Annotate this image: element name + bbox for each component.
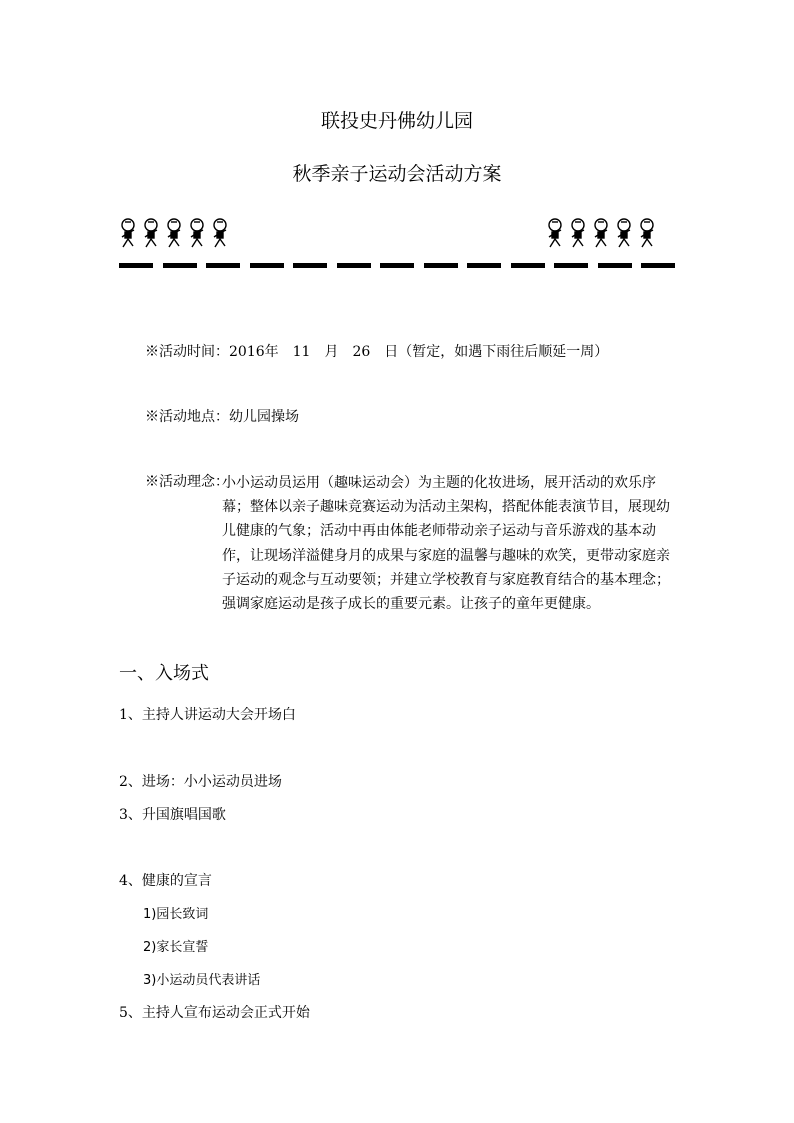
activity-philosophy-text: 小小运动员运用（趣味运动会）为主题的化妆进场，展开活动的欢乐序幕；整体以亲子趣味竞赛运动为活动主架构，搭配体能表演节目，展现幼儿健康的气象；活动中再由体能老师带动亲子运动与音乐游戏的基本动作，让现场洋溢健身月的成果与家庭的温馨与趣味的欢笑，更带动家庭亲子运动的观念与互动要领；并建立学校教育与家庭教育结合的基本理念；强调家庭运动是孩子成长的重要元素。让孩子的童年更健康。 bbox=[222, 475, 670, 613]
school-name: 联投史丹佛幼儿园 bbox=[320, 110, 473, 132]
section-heading: 一、入场式 bbox=[119, 663, 209, 684]
sub-list-item: 2)家长宣誓 bbox=[143, 940, 209, 955]
list-item: 5、主持人宣布运动会正式开始 bbox=[119, 1005, 310, 1021]
sub-list-item: 3)小运动员代表讲话 bbox=[143, 973, 261, 988]
activity-time: ※活动时间：2016年 11 月 26 日（暂定，如遇下雨往后顺延一周） bbox=[145, 344, 609, 360]
list-item: 2、进场：小小运动员进场 bbox=[119, 774, 282, 790]
running-children-icon bbox=[541, 216, 671, 252]
dashed-divider bbox=[119, 263, 675, 269]
plan-title: 秋季亲子运动会活动方案 bbox=[292, 163, 502, 185]
running-children-icon bbox=[114, 216, 244, 252]
list-item: 4、健康的宣言 bbox=[119, 873, 212, 889]
activity-philosophy-label: ※活动理念： bbox=[145, 474, 229, 490]
activity-place: ※活动地点：幼儿园操场 bbox=[145, 409, 299, 425]
list-item: 3、升国旗唱国歌 bbox=[119, 807, 226, 823]
list-item: 1、主持人讲运动大会开场白 bbox=[119, 707, 296, 723]
sub-list-item: 1)园长致词 bbox=[143, 907, 209, 922]
